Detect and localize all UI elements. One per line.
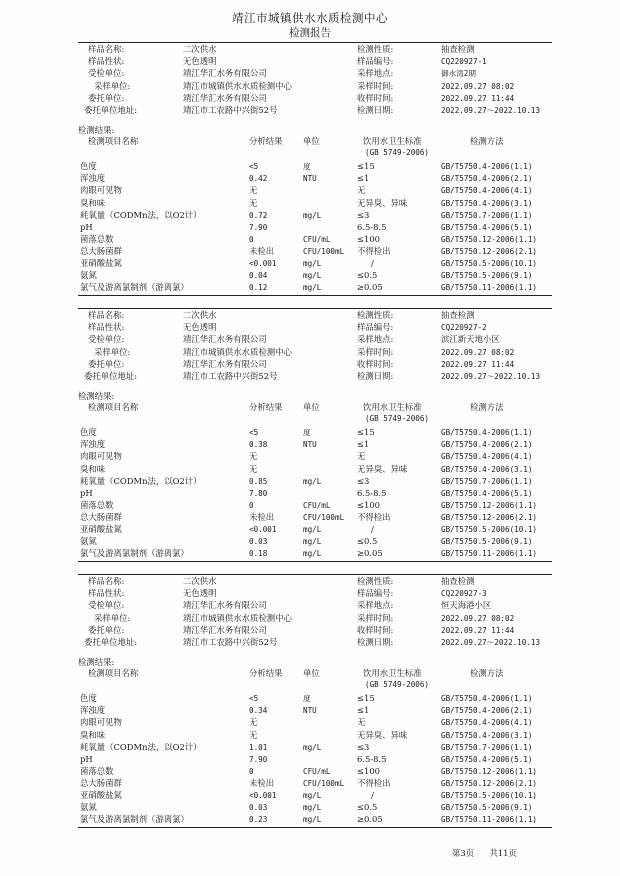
row-unit: mg/L	[303, 803, 322, 813]
row-item-name: 肉眼可见物	[80, 185, 122, 196]
row-unit: mg/L	[303, 210, 322, 220]
row-standard: ≤3	[357, 475, 370, 486]
col-header-item: 检测项目名称	[88, 668, 139, 679]
row-unit: mg/L	[303, 815, 322, 825]
row-standard: ≥0.05	[357, 814, 383, 825]
row-unit: CFU/mL	[303, 766, 331, 776]
section-divider	[78, 308, 552, 309]
row-item-name: 氯气及游离氯制剂（游离氯）	[80, 814, 189, 825]
row-item-name: pH	[80, 753, 93, 764]
label-sampling-time: 采样时间:	[357, 346, 394, 357]
row-unit: mg/L	[303, 525, 322, 534]
row-method: GB/T5750.12-2006(1.1)	[441, 766, 538, 776]
row-item-name: 浑浊度	[80, 173, 106, 184]
row-unit: CFU/mL	[303, 500, 331, 510]
row-item-name: 浑浊度	[80, 439, 106, 450]
row-item-name: 总大肠菌群	[80, 511, 122, 522]
row-item-name: 色度	[80, 693, 97, 704]
row-item-name: 浑浊度	[80, 705, 106, 716]
row-item-name: 亚硝酸盐氮	[80, 258, 122, 268]
row-item-name: 菌落总数	[80, 233, 114, 244]
value-sampling-site: 恒天海港小区	[441, 600, 492, 611]
row-standard: 6.5-8.5	[357, 221, 387, 232]
row-standard: 无	[357, 185, 366, 196]
row-standard: 无	[357, 451, 366, 462]
label-sampling-site: 采样地点:	[357, 600, 394, 611]
value-entrusted-unit: 靖江华汇水务有限公司	[183, 334, 267, 345]
row-standard: 不得检出	[357, 777, 391, 788]
row-method: GB/T5750.4-2006(2.1)	[441, 174, 533, 184]
row-item-name: 臭和味	[80, 197, 106, 208]
row-method: GB/T5750.4-2006(2.1)	[441, 440, 533, 450]
value-client-unit: 靖江华汇水务有限公司	[183, 358, 267, 369]
row-item-name: 耗氧量（CODMn法，以O2计）	[80, 209, 202, 220]
label-sampling-site: 采样地点:	[357, 334, 394, 345]
row-method: GB/T5750.11-2006(1.1)	[441, 815, 538, 825]
label-sampling-unit: 采样单位:	[94, 346, 131, 357]
row-method: GB/T5750.12-2006(1.1)	[441, 234, 538, 244]
row-method: GB/T5750.4-2006(3.1)	[441, 730, 533, 740]
row-result: 未检出	[249, 777, 275, 788]
col-header-unit: 单位	[303, 136, 320, 147]
row-standard: ≤100	[357, 233, 381, 244]
col-header-result: 分析结果	[249, 136, 283, 147]
row-result: 未检出	[249, 245, 275, 256]
value-receive-time: 2022.09.27 11:44	[441, 93, 515, 103]
section-divider	[78, 574, 552, 575]
label-sampling-time: 采样时间:	[357, 612, 394, 623]
value-sampling-unit: 靖江市城镇供水水质检测中心	[183, 346, 292, 357]
row-method: GB/T5750.4-2006(4.1)	[441, 718, 533, 728]
row-unit: mg/L	[303, 742, 322, 752]
row-method: GB/T5750.11-2006(1.1)	[441, 549, 538, 559]
label-entrusted-unit: 受检单位:	[88, 600, 125, 611]
row-item-name: 耗氧量（CODMn法，以O2计）	[80, 741, 202, 752]
value-test-nature: 抽查检测	[441, 576, 475, 586]
col-header-standard: 饮用水卫生标准	[363, 136, 422, 147]
row-method: GB/T5750.12-2006(2.1)	[441, 246, 538, 256]
label-client-unit: 委托单位:	[88, 92, 125, 103]
row-result: 7.90	[249, 222, 268, 232]
col-header-item: 检测项目名称	[88, 402, 139, 413]
row-method: GB/T5750.5-2006(9.1)	[441, 537, 533, 547]
label-client-addr: 委托单位地址:	[84, 105, 138, 115]
row-standard: ≤0.5	[357, 270, 378, 281]
row-standard: ≤100	[357, 499, 381, 510]
row-item-name: 菌落总数	[80, 499, 114, 510]
row-item-name: pH	[80, 221, 93, 232]
row-item-name: 氨氮	[80, 802, 97, 813]
row-unit: CFU/mL	[303, 234, 331, 244]
label-client-unit: 委托单位:	[88, 624, 125, 635]
row-method: GB/T5750.12-2006(2.1)	[441, 512, 538, 522]
row-method: GB/T5750.4-2006(3.1)	[441, 464, 533, 474]
col-header-result: 分析结果	[249, 402, 283, 413]
row-item-name: 氯气及游离氯制剂（游离氯）	[80, 282, 189, 293]
row-item-name: 色度	[80, 161, 97, 172]
row-item-name: 总大肠菌群	[80, 245, 122, 256]
page-total: 共11页	[489, 848, 517, 858]
row-method: GB/T5750.5-2006(9.1)	[441, 803, 533, 813]
row-result: 无	[249, 197, 258, 208]
row-standard: ≤15	[357, 161, 375, 172]
col-header-method: 检测方法	[470, 136, 504, 147]
row-standard: ≥0.05	[357, 282, 383, 293]
row-result: <0.001	[249, 525, 277, 534]
row-method: GB/T5750.4-2006(5.1)	[441, 754, 533, 764]
value-test-nature: 抽查检测	[441, 44, 475, 54]
row-result: 0	[249, 234, 254, 244]
row-method: GB/T5750.4-2006(2.1)	[441, 706, 533, 716]
row-standard: 无异臭、异味	[357, 463, 408, 474]
row-result: <5	[249, 162, 259, 172]
label-sampling-unit: 采样单位:	[94, 612, 131, 623]
label-sampling-time: 采样时间:	[357, 80, 394, 91]
row-method: GB/T5750.4-2006(4.1)	[441, 186, 533, 196]
row-method: GB/T5750.4-2006(5.1)	[441, 222, 533, 232]
row-result: 7.80	[249, 488, 268, 498]
row-method: GB/T5750.4-2006(5.1)	[441, 488, 533, 498]
row-unit: CFU/100mL	[303, 246, 345, 256]
row-result: 0.03	[249, 537, 268, 547]
report-title: 检测报告	[289, 27, 331, 39]
row-standard: ≤100	[357, 765, 381, 776]
row-method: GB/T5750.4-2006(1.1)	[441, 428, 533, 438]
section-divider	[78, 827, 552, 828]
col-header-method: 检测方法	[470, 402, 504, 413]
row-item-name: 亚硝酸盐氮	[80, 790, 122, 800]
row-unit: NTU	[303, 706, 317, 716]
label-receive-time: 收样时间:	[357, 92, 394, 103]
row-unit: mg/L	[303, 791, 322, 800]
value-sampling-unit: 靖江市城镇供水水质检测中心	[183, 612, 292, 623]
row-result: <5	[249, 428, 259, 438]
row-unit: CFU/100mL	[303, 512, 345, 522]
row-item-name: 亚硝酸盐氮	[80, 524, 122, 534]
row-method: GB/T5750.5-2006(10.1)	[441, 259, 538, 268]
row-result: 0.42	[249, 174, 268, 184]
row-result: 0.23	[249, 815, 268, 825]
row-item-name: 总大肠菌群	[80, 777, 122, 788]
value-sampling-unit: 靖江市城镇供水水质检测中心	[183, 80, 292, 91]
col-header-method: 检测方法	[470, 668, 504, 679]
row-standard: ≤0.5	[357, 802, 378, 813]
col-header-unit: 单位	[303, 402, 320, 413]
row-result: 0	[249, 500, 254, 510]
row-standard: 无异臭、异味	[357, 197, 408, 208]
row-method: GB/T5750.5-2006(10.1)	[441, 791, 538, 800]
row-standard: /	[371, 258, 374, 268]
value-sample-prop: 无色透明	[183, 56, 217, 67]
label-sample-no: 样品编号:	[357, 322, 394, 333]
row-result: 1.01	[249, 742, 268, 752]
row-result: 0.03	[249, 803, 268, 813]
section-divider	[78, 42, 552, 43]
row-item-name: 耗氧量（CODMn法，以O2计）	[80, 475, 202, 486]
value-sampling-time: 2022.09.27 08:02	[441, 613, 515, 623]
value-sample-no: CQ220927-1	[441, 57, 487, 67]
value-test-nature: 抽查检测	[441, 310, 475, 320]
row-standard: ≤1	[357, 173, 370, 184]
row-unit: mg/L	[303, 537, 322, 547]
value-client-unit: 靖江华汇水务有限公司	[183, 624, 267, 635]
row-unit: 度	[303, 162, 311, 172]
label-client-addr: 委托单位地址:	[84, 371, 138, 381]
label-entrusted-unit: 受检单位:	[88, 334, 125, 345]
value-sampling-time: 2022.09.27 08:02	[441, 347, 515, 357]
value-client-addr: 靖江市工农路中兴街52号	[183, 371, 278, 381]
row-result: 未检出	[249, 511, 275, 522]
row-method: GB/T5750.12-2006(1.1)	[441, 500, 538, 510]
label-sample-name: 样品名称:	[88, 44, 125, 54]
label-sample-no: 样品编号:	[357, 588, 394, 599]
value-sample-name: 二次供水	[183, 310, 217, 320]
row-standard: /	[371, 524, 374, 534]
row-item-name: 氨氮	[80, 536, 97, 547]
col-header-item: 检测项目名称	[88, 136, 139, 147]
row-method: GB/T5750.12-2006(2.1)	[441, 778, 538, 788]
row-standard: ≤1	[357, 439, 370, 450]
row-method: GB/T5750.7-2006(1.1)	[441, 742, 533, 752]
row-result: 0.34	[249, 706, 268, 716]
row-standard: 不得检出	[357, 511, 391, 522]
section-divider	[78, 561, 552, 562]
value-sample-no: CQ220927-3	[441, 589, 487, 599]
row-item-name: 菌落总数	[80, 765, 114, 776]
row-item-name: 臭和味	[80, 729, 106, 740]
value-test-date: 2022.09.27～2022.10.13	[441, 106, 541, 115]
value-client-addr: 靖江市工农路中兴街52号	[183, 637, 278, 647]
value-sample-prop: 无色透明	[183, 322, 217, 333]
value-sampling-site: 御水湾2期	[441, 69, 476, 79]
row-result: 0.04	[249, 271, 268, 281]
value-sampling-time: 2022.09.27 08:02	[441, 81, 515, 91]
label-test-nature: 检测性质:	[357, 44, 394, 54]
row-standard: ≤15	[357, 427, 375, 438]
results-heading: 检测结果:	[78, 125, 115, 136]
row-standard: 无异臭、异味	[357, 729, 408, 740]
label-sample-no: 样品编号:	[357, 56, 394, 67]
col-header-standard-ref: (GB 5749-2006)	[365, 148, 430, 158]
row-unit: mg/L	[303, 476, 322, 486]
value-entrusted-unit: 靖江华汇水务有限公司	[183, 68, 267, 79]
col-header-standard-ref: (GB 5749-2006)	[365, 414, 430, 424]
row-method: GB/T5750.4-2006(4.1)	[441, 452, 533, 462]
label-sample-name: 样品名称:	[88, 576, 125, 586]
row-standard: /	[371, 790, 374, 800]
row-result: 0.72	[249, 210, 268, 220]
row-standard: 6.5-8.5	[357, 487, 387, 498]
row-result: 无	[249, 463, 258, 474]
row-item-name: 肉眼可见物	[80, 451, 122, 462]
row-unit: CFU/100mL	[303, 778, 345, 788]
page-number: 第3页	[452, 848, 475, 858]
col-header-standard-ref: (GB 5749-2006)	[365, 680, 430, 690]
value-sampling-site: 滨江新天地小区	[441, 334, 500, 345]
label-test-date: 检测日期:	[357, 371, 394, 381]
value-receive-time: 2022.09.27 11:44	[441, 625, 515, 635]
row-unit: mg/L	[303, 283, 322, 293]
row-standard: 6.5-8.5	[357, 753, 387, 764]
row-unit: NTU	[303, 440, 317, 450]
row-method: GB/T5750.7-2006(1.1)	[441, 210, 533, 220]
row-method: GB/T5750.5-2006(9.1)	[441, 271, 533, 281]
col-header-standard: 饮用水卫生标准	[363, 402, 422, 413]
label-receive-time: 收样时间:	[357, 358, 394, 369]
value-client-unit: 靖江华汇水务有限公司	[183, 92, 267, 103]
label-sample-name: 样品名称:	[88, 310, 125, 320]
row-unit: mg/L	[303, 271, 322, 281]
value-entrusted-unit: 靖江华汇水务有限公司	[183, 600, 267, 611]
col-header-standard: 饮用水卫生标准	[363, 668, 422, 679]
label-sample-prop: 样品性状:	[88, 588, 125, 599]
row-result: <0.001	[249, 791, 277, 800]
row-method: GB/T5750.4-2006(1.1)	[441, 162, 533, 172]
col-header-unit: 单位	[303, 668, 320, 679]
label-test-date: 检测日期:	[357, 637, 394, 647]
row-result: <5	[249, 694, 259, 704]
value-sample-name: 二次供水	[183, 576, 217, 586]
row-result: 无	[249, 451, 258, 462]
row-unit: NTU	[303, 174, 317, 184]
row-standard: ≤3	[357, 209, 370, 220]
value-sample-name: 二次供水	[183, 44, 217, 54]
value-sample-prop: 无色透明	[183, 588, 217, 599]
row-result: 0.38	[249, 440, 268, 450]
row-result: 0.18	[249, 549, 268, 559]
label-client-addr: 委托单位地址:	[84, 637, 138, 647]
label-test-date: 检测日期:	[357, 105, 394, 115]
row-method: GB/T5750.5-2006(10.1)	[441, 525, 538, 534]
row-unit: 度	[303, 694, 311, 704]
org-title: 靖江市城镇供水水质检测中心	[232, 11, 388, 25]
label-sample-prop: 样品性状:	[88, 322, 125, 333]
row-method: GB/T5750.11-2006(1.1)	[441, 283, 538, 293]
row-method: GB/T5750.4-2006(3.1)	[441, 198, 533, 208]
row-unit: mg/L	[303, 259, 322, 268]
row-result: 无	[249, 729, 258, 740]
row-result: 0.12	[249, 283, 268, 293]
label-sampling-unit: 采样单位:	[94, 80, 131, 91]
value-client-addr: 靖江市工农路中兴街52号	[183, 105, 278, 115]
row-standard: ≤0.5	[357, 536, 378, 547]
row-standard: ≥0.05	[357, 548, 383, 559]
row-item-name: 氯气及游离氯制剂（游离氯）	[80, 548, 189, 559]
row-result: <0.001	[249, 259, 277, 268]
row-unit: mg/L	[303, 549, 322, 559]
label-entrusted-unit: 受检单位:	[88, 68, 125, 79]
page-footer	[452, 847, 517, 859]
row-item-name: 氨氮	[80, 270, 97, 281]
value-test-date: 2022.09.27～2022.10.13	[441, 372, 541, 381]
row-result: 无	[249, 717, 258, 728]
value-receive-time: 2022.09.27 11:44	[441, 359, 515, 369]
row-method: GB/T5750.4-2006(1.1)	[441, 694, 533, 704]
label-receive-time: 收样时间:	[357, 624, 394, 635]
row-unit: 度	[303, 428, 311, 438]
row-result: 0	[249, 766, 254, 776]
row-standard: 无	[357, 717, 366, 728]
row-result: 0.85	[249, 476, 268, 486]
results-heading: 检测结果:	[78, 657, 115, 668]
label-sampling-site: 采样地点:	[357, 68, 394, 79]
row-result: 7.90	[249, 754, 268, 764]
row-item-name: 肉眼可见物	[80, 717, 122, 728]
label-test-nature: 检测性质:	[357, 576, 394, 586]
row-item-name: 色度	[80, 427, 97, 438]
row-result: 无	[249, 185, 258, 196]
row-standard: ≤1	[357, 705, 370, 716]
label-sample-prop: 样品性状:	[88, 56, 125, 67]
col-header-result: 分析结果	[249, 668, 283, 679]
row-item-name: pH	[80, 487, 93, 498]
section-divider	[78, 295, 552, 296]
value-test-date: 2022.09.27～2022.10.13	[441, 638, 541, 647]
label-test-nature: 检测性质:	[357, 310, 394, 320]
value-sample-no: CQ220927-2	[441, 323, 487, 333]
row-standard: ≤15	[357, 693, 375, 704]
row-method: GB/T5750.7-2006(1.1)	[441, 476, 533, 486]
label-client-unit: 委托单位:	[88, 358, 125, 369]
row-standard: ≤3	[357, 741, 370, 752]
row-standard: 不得检出	[357, 245, 391, 256]
results-heading: 检测结果:	[78, 391, 115, 402]
row-item-name: 臭和味	[80, 463, 106, 474]
